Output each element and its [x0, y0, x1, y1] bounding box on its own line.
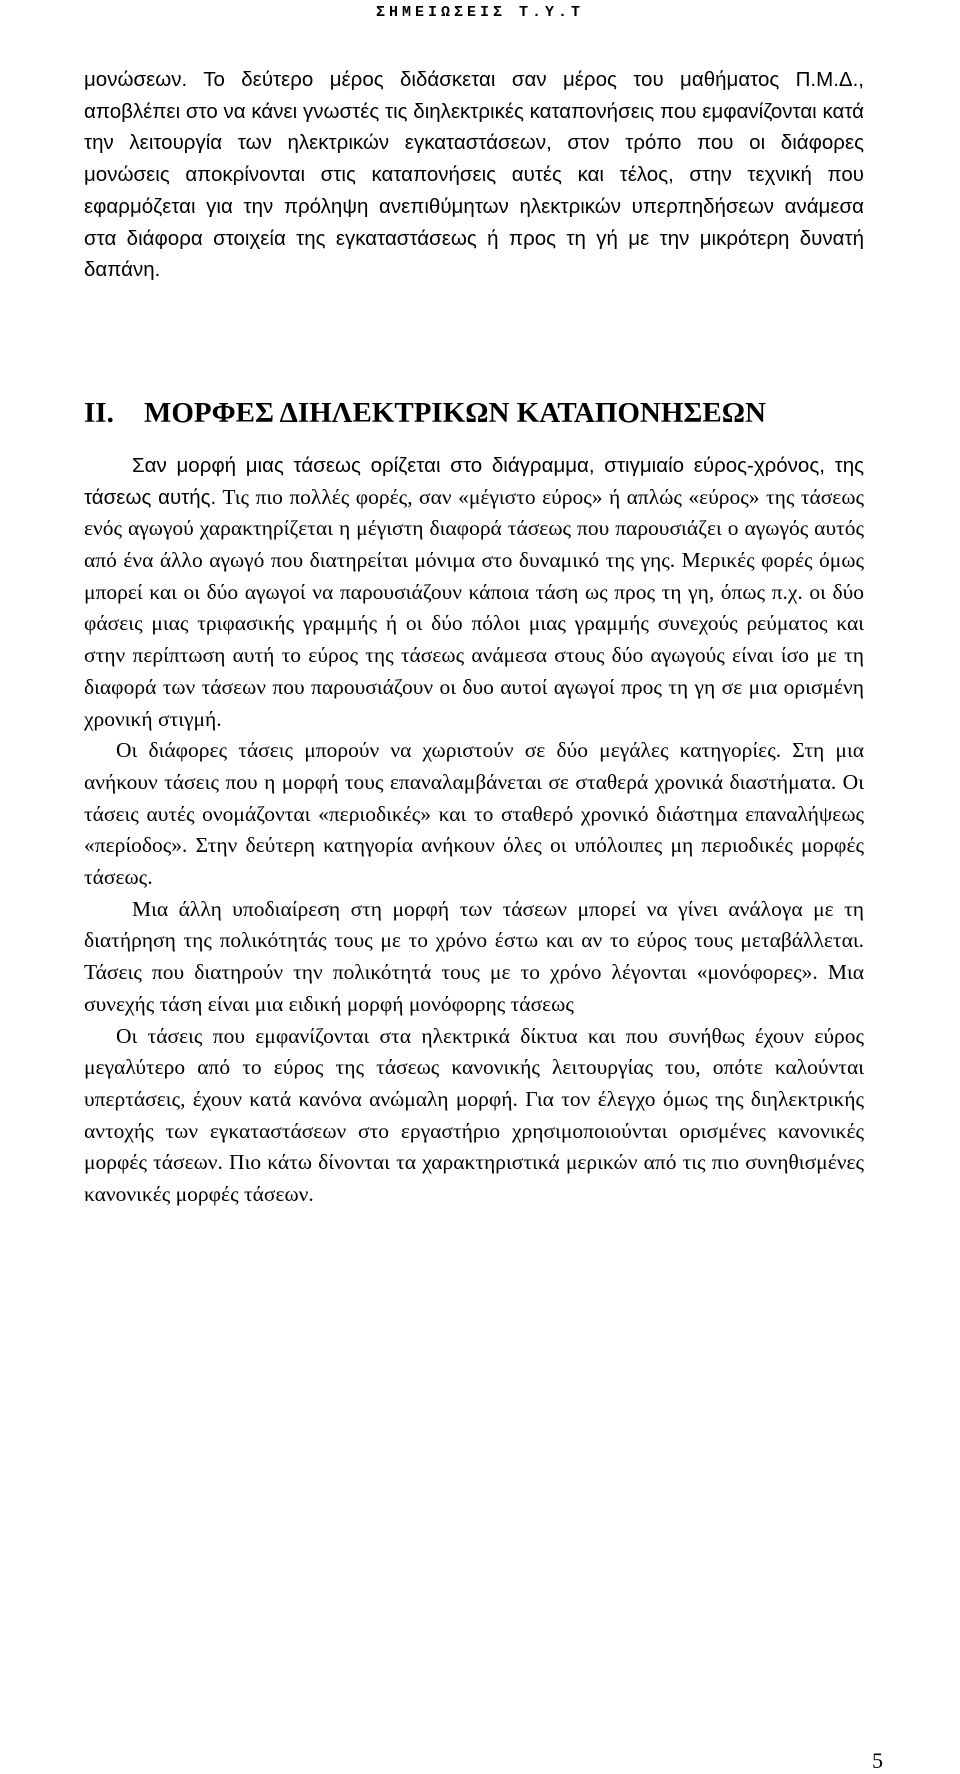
section-heading — [84, 396, 864, 430]
paragraph-definition — [84, 450, 864, 735]
section-number: ΙΙ. — [84, 396, 114, 429]
paragraph-definition-rest: Τις πιο πολλές φορές, σαν «μέγιστο εύρος» ή απλώς «εύρος» της τάσεως ενός αγωγού χαρακτηρίζεται η μέγιστη διαφορά τάσεως που παρουσιάζει ο αγωγός αυτός από ένα άλλο αγωγό που διατηρείται μόνιμα στο δυναμικό της γης. Μερικές φορές όμως μπορεί και οι δύο αγωγοί να παρουσιάζουν κάποια τάση ως προς τη γη, όπως π.χ. οι δύο φάσεις μιας τριφασικής γραμμής ή οι δύο πόλοι μιας γραμμής συνεχούς ρεύματος και στην περίπτωση αυτή το εύρος της τάσεως ανάμεσα στους δύο αγωγούς είναι ίσο με τη διαφορά των τάσεων που παρουσιάζουν οι δυο αυτοί αγωγοί προς τη γη σε μια ορισμένη χρονική στιγμή. — [84, 484, 865, 731]
intro-paragraph: μονώσεων. Το δεύτερο μέρος διδάσκεται σαν μέρος του μαθήματος Π.Μ.Δ., αποβλέπει στο να κάνει γνωστές τις διηλεκτρικές καταπονήσεις που εμφανίζονται κατά την λειτουργία των ηλεκτρικών εγκαταστάσεων, στον τρόπο που οι διάφορες μονώσεις αποκρίνονται στις καταπονήσεις αυτές και τέλος, στην τεχνική που εφαρμόζεται για την πρόληψη ανεπιθύμητων ηλεκτρικών υπερπηδήσεων ανάμεσα στα διάφορα στοιχεία της εγκαταστάσεως ή προς τη γή με την μικρότερη δυνατή δαπάνη. — [84, 68, 864, 282]
paragraph-definition-lead: Σαν μορφή μιας τάσεως ορίζεται στο διάγραμμα, στιγμιαίο εύρος-χρόνος, της τάσεως αυτής. — [84, 453, 864, 509]
page-number: 5 — [872, 1748, 883, 1773]
section-title: ΜΟΡΦΕΣ ΔΙΗΛΕΚΤΡΙΚΩΝ ΚΑΤΑΠΟΝΗΣΕΩΝ — [144, 396, 766, 429]
paragraph-polarity: Μια άλλη υποδιαίρεση στη μορφή των τάσεων μπορεί να γίνει ανάλογα με τη διατήρηση της πολικότητάς τους με το χρόνο έστω και αν το εύρος τους μεταβάλλεται. Τάσεις που διατηρούν την πολικότητά τους με το χρόνο λέγονται «μονόφορες». Μια συνεχής τάση είναι μια ειδική μορφή μονόφορης τάσεως — [84, 896, 864, 1016]
paragraph-overvoltages: Οι τάσεις που εμφανίζονται στα ηλεκτρικά δίκτυα και που συνήθως έχουν εύρος μεγαλύτερο από το εύρος της τάσεως κανονικής λειτουργίας του, οπότε καλούνται υπερτάσεις, έχουν κατά κανόνα ανώμαλη μορφή. Για τον έλεγχο όμως της διηλεκτρικής αντοχής των εγκαταστάσεων στο εργαστήριο χρησιμοποιούνται ορισμένες κανονικές μορφές τάσεων. Πιο κάτω δίνονται τα χαρακτηριστικά μερικών από τις πιο συνηθισμένες κανονικές μορφές τάσεων. — [84, 1023, 864, 1207]
paragraph-categories: Οι διάφορες τάσεις μπορούν να χωριστούν σε δύο μεγάλες κατηγορίες. Στη μια ανήκουν τάσεις που η μορφή τους επαναλαμβάνεται σε σταθερά χρονικά διαστήματα. Οι τάσεις αυτές ονομάζονται «περιοδικές» και το σταθερό χρονικό διάστημα επαναλήψεως «περίοδος». Στην δεύτερη κατηγορία ανήκουν όλες οι υπόλοιπες μη περιοδικές μορφές τάσεως. — [84, 738, 864, 890]
running-header: ΣΗΜΕΙΩΣΕΙΣ Τ.Υ.Τ — [375, 4, 585, 21]
page-content — [84, 64, 864, 1211]
